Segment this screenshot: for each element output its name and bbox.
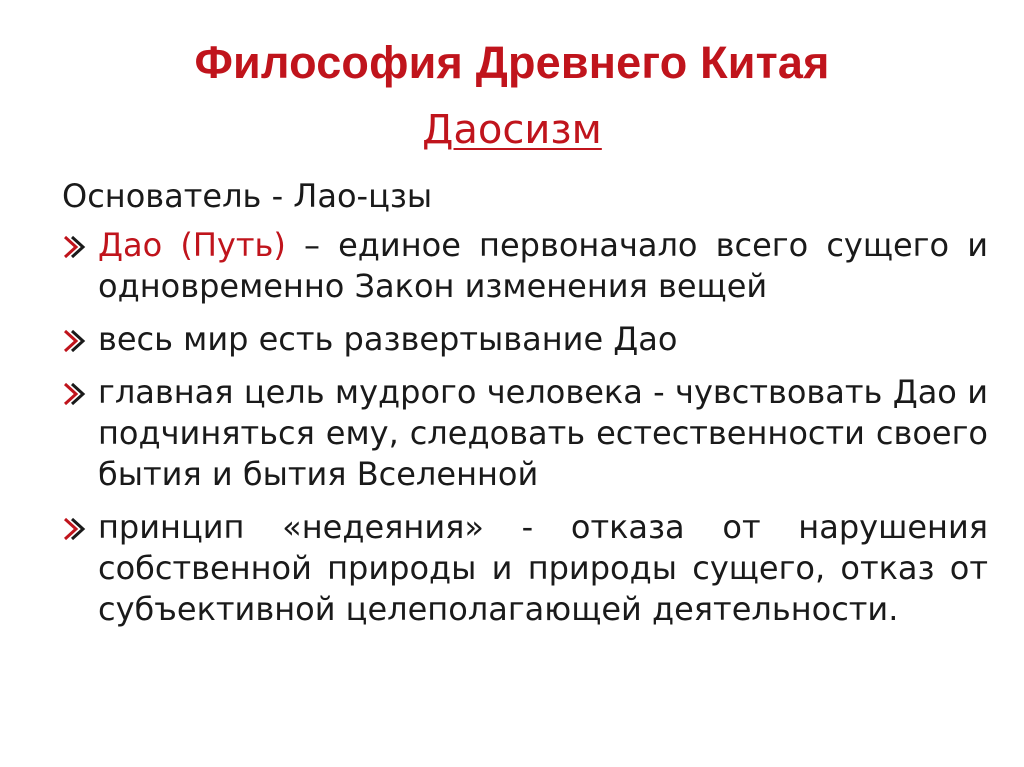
bullet-highlight: Дао (Путь) — [98, 226, 286, 264]
bullet-text: принцип «недеяния» - отказа от нарушения собственной природы и природы сущего, отказ от субъективной целеполагающей деятельности. — [98, 508, 988, 628]
arrow-bullet-icon — [62, 517, 88, 541]
bullet-item — [62, 225, 988, 307]
bullet-item — [62, 372, 988, 495]
bullet-text: – единое первоначало всего сущего и одновременно Закон изменения вещей — [98, 226, 989, 305]
founder-line: Основатель - Лао-цзы — [62, 177, 433, 215]
bullet-text: весь мир есть развертывание Дао — [98, 320, 678, 358]
subtitle-text: Даосизм — [422, 107, 602, 153]
bullet-list — [62, 225, 988, 630]
bullet-item — [62, 507, 988, 630]
slide-title: Философия Древнего Китая — [194, 37, 830, 88]
slide-subtitle — [0, 104, 1024, 156]
arrow-bullet-icon — [62, 329, 88, 353]
arrow-bullet-icon — [62, 382, 88, 406]
bullet-text: главная цель мудрого человека - чувствовать Дао и подчиняться ему, следовать естественности своего бытия и бытия Вселенной — [98, 373, 988, 493]
arrow-bullet-icon — [62, 235, 88, 259]
bullet-item — [62, 319, 988, 360]
slide-body — [62, 176, 988, 642]
